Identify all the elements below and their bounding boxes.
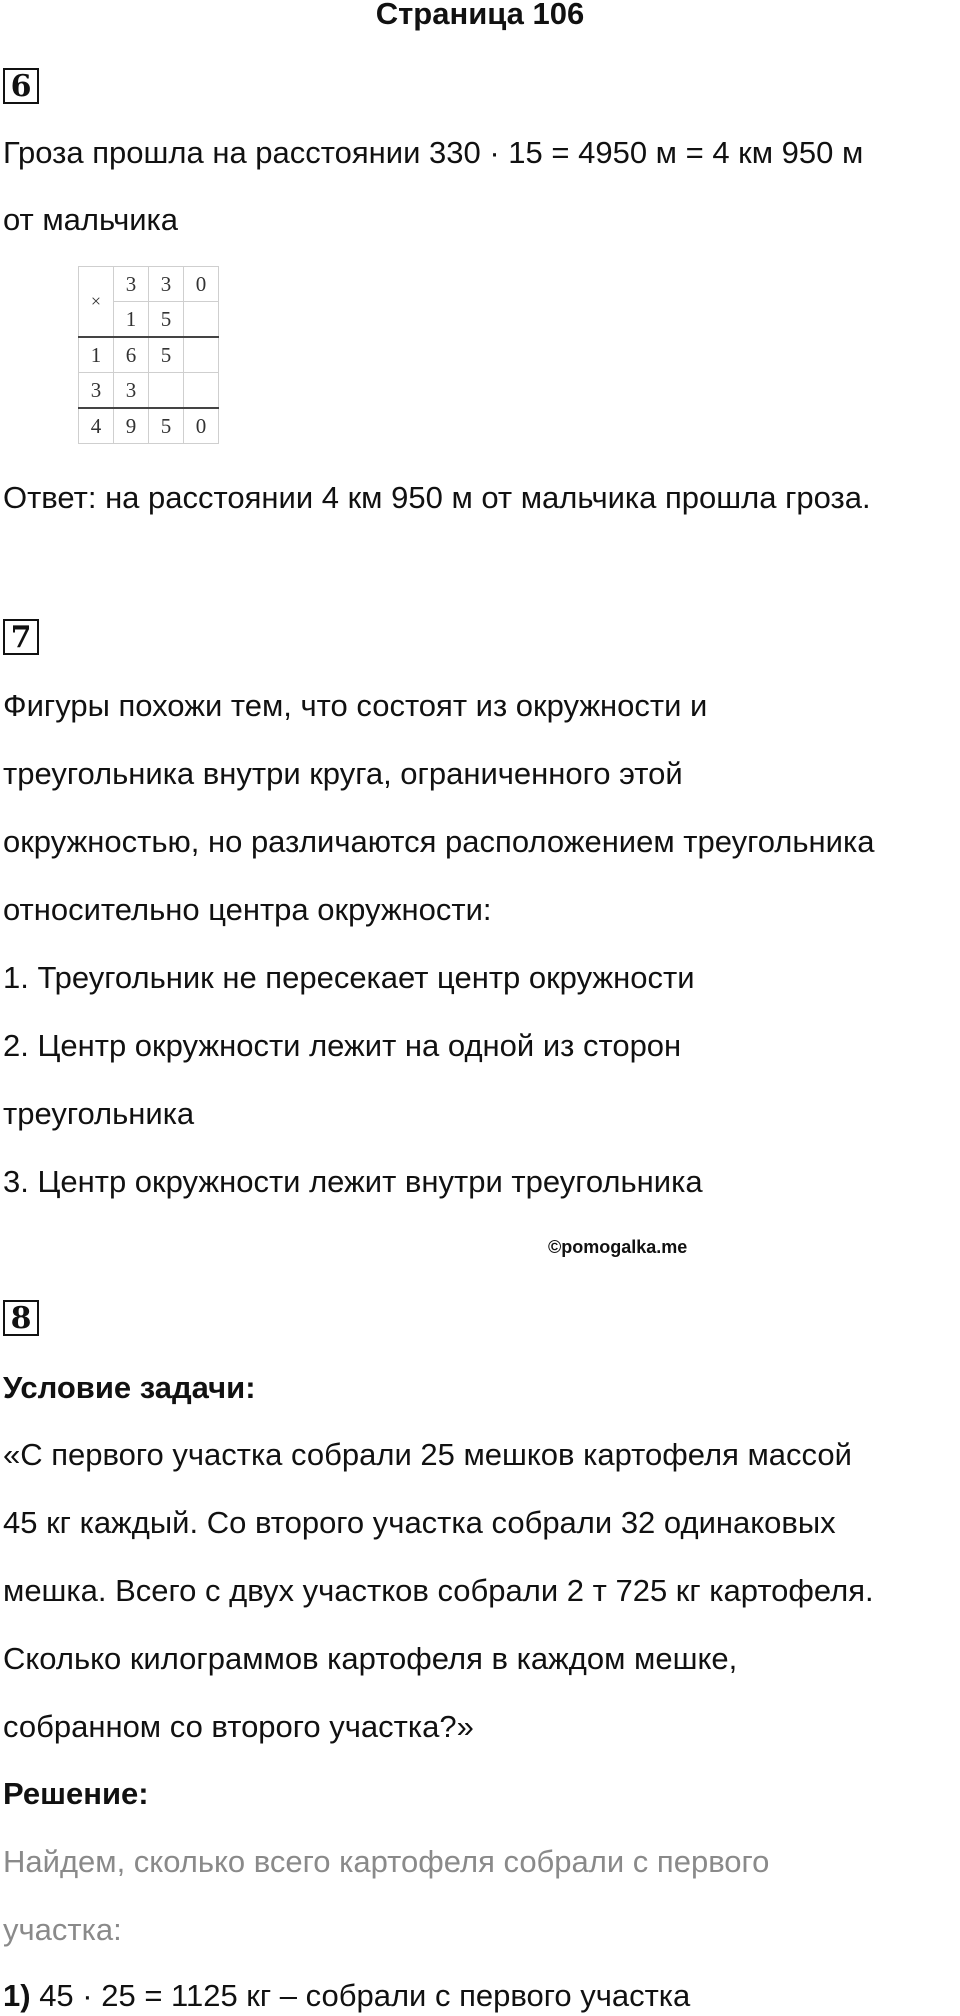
calc-cell: 3	[114, 267, 149, 302]
task-6-number: 6	[3, 68, 39, 104]
hint-line-1: Найдем, сколько всего картофеля собрали с первого	[3, 1844, 770, 1879]
calc-cell: 3	[79, 373, 114, 409]
calc-cell: 0	[184, 408, 219, 444]
task-6-answer: Ответ: на расстоянии 4 км 950 м от мальчика прошла гроза.	[3, 480, 871, 515]
condition-heading: Условие задачи:	[3, 1370, 256, 1405]
watermark: ©pomogalka.me	[548, 1237, 688, 1257]
calc-cell: 6	[114, 337, 149, 373]
condition-line-2: 45 кг каждый. Со второго участка собрали 32 одинаковых	[3, 1505, 836, 1540]
task-6-line-2: от мальчика	[3, 202, 179, 237]
step-1	[3, 1976, 690, 2016]
calc-cell: 5	[149, 337, 184, 373]
calc-cell: 9	[114, 408, 149, 444]
calc-cell: 1	[79, 337, 114, 373]
multiply-sign: ×	[79, 267, 114, 338]
calc-cell: 5	[149, 302, 184, 338]
calc-cell: 5	[149, 408, 184, 444]
calc-cell: 1	[114, 302, 149, 338]
calc-cell: 4	[79, 408, 114, 444]
task-7-line-7: треугольника	[3, 1096, 195, 1131]
calc-cell: 3	[114, 373, 149, 409]
step-1-text: 45 · 25 = 1125 кг – собрали с первого участка	[30, 1978, 691, 2013]
condition-line-5: собранном со второго участка?»	[3, 1709, 474, 1744]
step-1-label: 1)	[3, 1978, 31, 2013]
condition-line-3: мешка. Всего с двух участков собрали 2 т 725 кг картофеля.	[3, 1573, 874, 1608]
calc-cell	[184, 337, 219, 373]
calc-cell	[149, 373, 184, 409]
calc-cell	[184, 302, 219, 338]
task-7-line-8: 3. Центр окружности лежит внутри треугольника	[3, 1164, 703, 1199]
task-7-line-6: 2. Центр окружности лежит на одной из сторон	[3, 1028, 682, 1063]
task-7-line-2: треугольника внутри круга, ограниченного этой	[3, 756, 683, 791]
solution-heading: Решение:	[3, 1776, 149, 1811]
condition-line-4: Сколько килограммов картофеля в каждом мешке,	[3, 1641, 738, 1676]
page-title: Страница 106	[375, 0, 585, 31]
task-7-line-3: окружностью, но различаются расположением треугольника	[3, 824, 875, 859]
task-8-number: 8	[3, 1300, 39, 1336]
calc-cell: 0	[184, 267, 219, 302]
multiplication-column	[78, 266, 219, 444]
hint-line-2: участка:	[3, 1912, 122, 1947]
task-7-number: 7	[3, 619, 39, 655]
calc-cell: 3	[149, 267, 184, 302]
condition-line-1: «С первого участка собрали 25 мешков картофеля массой	[3, 1437, 852, 1472]
calc-cell	[184, 373, 219, 409]
task-7-line-1: Фигуры похожи тем, что состоят из окружности и	[3, 688, 708, 723]
task-6-line-1: Гроза прошла на расстоянии 330 · 15 = 4950 м = 4 км 950 м	[3, 135, 864, 170]
task-7-line-4: относительно центра окружности:	[3, 892, 492, 927]
task-7-line-5: 1. Треугольник не пересекает центр окружности	[3, 960, 695, 995]
